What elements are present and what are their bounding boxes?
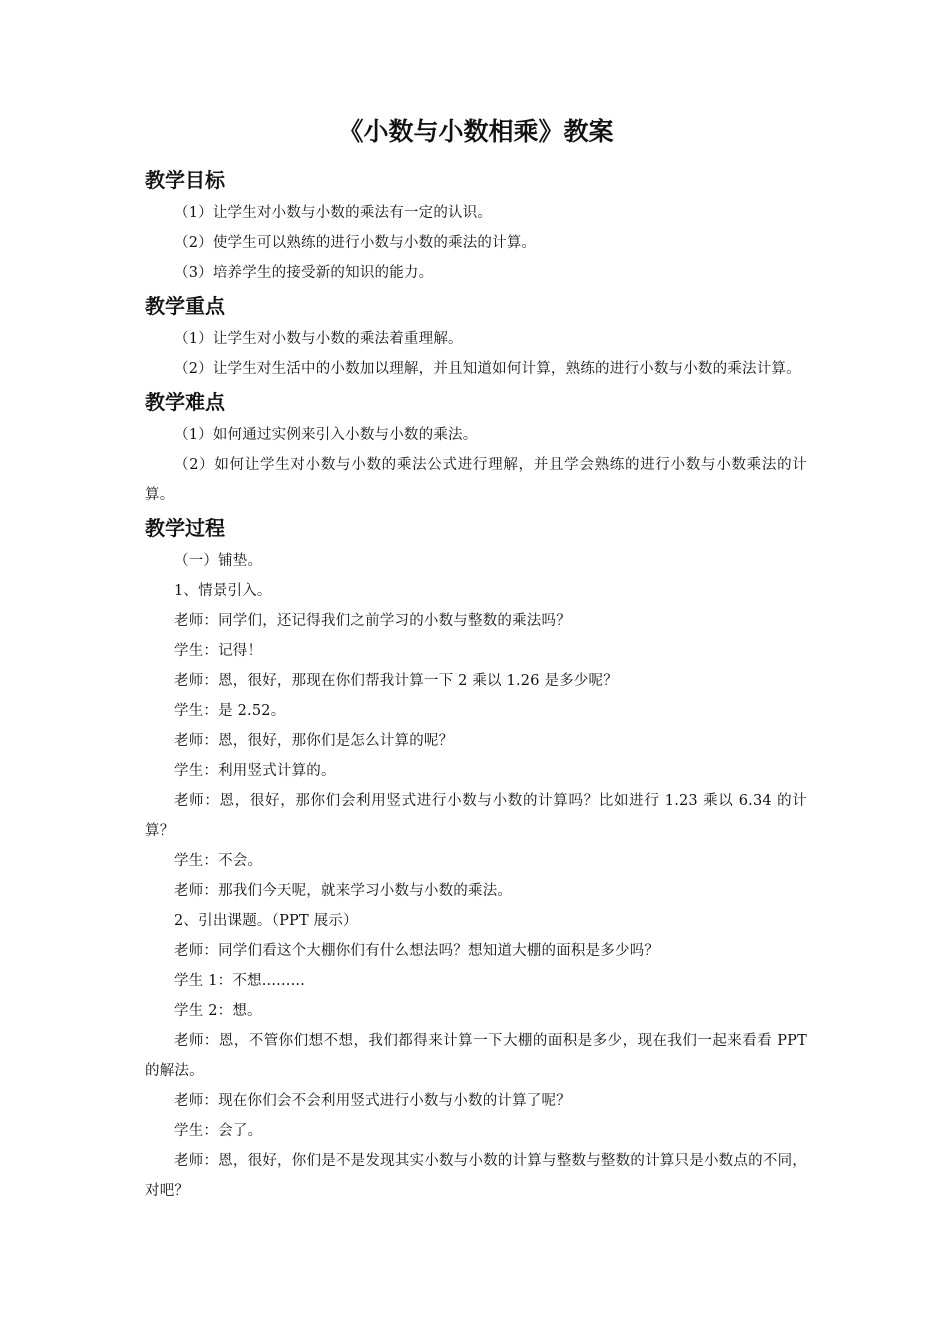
- paragraph: 学生 1：不想.........: [174, 973, 306, 989]
- paragraph: （1）让学生对小数与小数的乘法有一定的认识。: [174, 205, 493, 221]
- paragraph: （2）让学生对生活中的小数加以理解，并且知道如何计算，熟练的进行小数与小数的乘法计算。: [174, 361, 801, 377]
- paragraph: 学生：是 2.52。: [174, 703, 286, 719]
- paragraph: （一）铺垫。: [174, 553, 263, 569]
- paragraph: （2）使学生可以熟练的进行小数与小数的乘法的计算。: [174, 235, 537, 251]
- paragraph: 1、情景引入。: [174, 583, 272, 599]
- section-heading: 教学重点: [145, 294, 225, 318]
- section-heading: 教学目标: [145, 168, 225, 192]
- paragraph: 老师：同学们，还记得我们之前学习的小数与整数的乘法吗？: [174, 613, 571, 629]
- paragraph: 2、引出课题。（PPT 展示）: [174, 913, 358, 929]
- paragraph: （1）如何通过实例来引入小数与小数的乘法。: [174, 427, 478, 443]
- paragraph: 学生 2：想。: [174, 1003, 262, 1019]
- section-objectives: [145, 162, 807, 288]
- paragraph: 老师：恩，很好，那你们会利用竖式进行小数与小数的计算吗？比如进行 1.23 乘以 6.34 的计算？: [145, 793, 807, 839]
- section-heading: 教学过程: [145, 516, 225, 540]
- section-heading: 教学难点: [145, 390, 225, 414]
- section-key-points: [145, 288, 807, 384]
- paragraph: （1）让学生对小数与小数的乘法着重理解。: [174, 331, 463, 347]
- document-page: [145, 112, 807, 1206]
- paragraph: 老师：恩，不管你们想不想，我们都得来计算一下大棚的面积是多少，现在我们一起来看看 PPT 的解法。: [145, 1033, 807, 1079]
- paragraph: （2）如何让学生对小数与小数的乘法公式进行理解，并且学会熟练的进行小数与小数乘法的计算。: [145, 457, 807, 503]
- doc-title: 《小数与小数相乘》教案: [338, 117, 614, 146]
- paragraph: 老师：恩，很好，你们是不是发现其实小数与小数的计算与整数与整数的计算只是小数点的不同，对吧？: [145, 1153, 807, 1199]
- section-process: [145, 510, 807, 1206]
- paragraph: 学生：会了。: [174, 1123, 263, 1139]
- paragraph: 老师：恩，很好，那现在你们帮我计算一下 2 乘以 1.26 是多少呢？: [174, 673, 618, 689]
- paragraph: 学生：不会。: [174, 853, 263, 869]
- paragraph: 学生：记得！: [174, 643, 263, 659]
- paragraph: 老师：那我们今天呢，就来学习小数与小数的乘法。: [174, 883, 513, 899]
- paragraph: 老师：同学们看这个大棚你们有什么想法吗？想知道大棚的面积是多少吗？: [174, 943, 660, 959]
- section-difficulties: [145, 384, 807, 510]
- paragraph: 老师：现在你们会不会利用竖式进行小数与小数的计算了呢？: [174, 1093, 571, 1109]
- paragraph: 老师：恩，很好，那你们是怎么计算的呢？: [174, 733, 454, 749]
- paragraph: （3）培养学生的接受新的知识的能力。: [174, 265, 434, 281]
- paragraph: 学生：利用竖式计算的。: [174, 763, 336, 779]
